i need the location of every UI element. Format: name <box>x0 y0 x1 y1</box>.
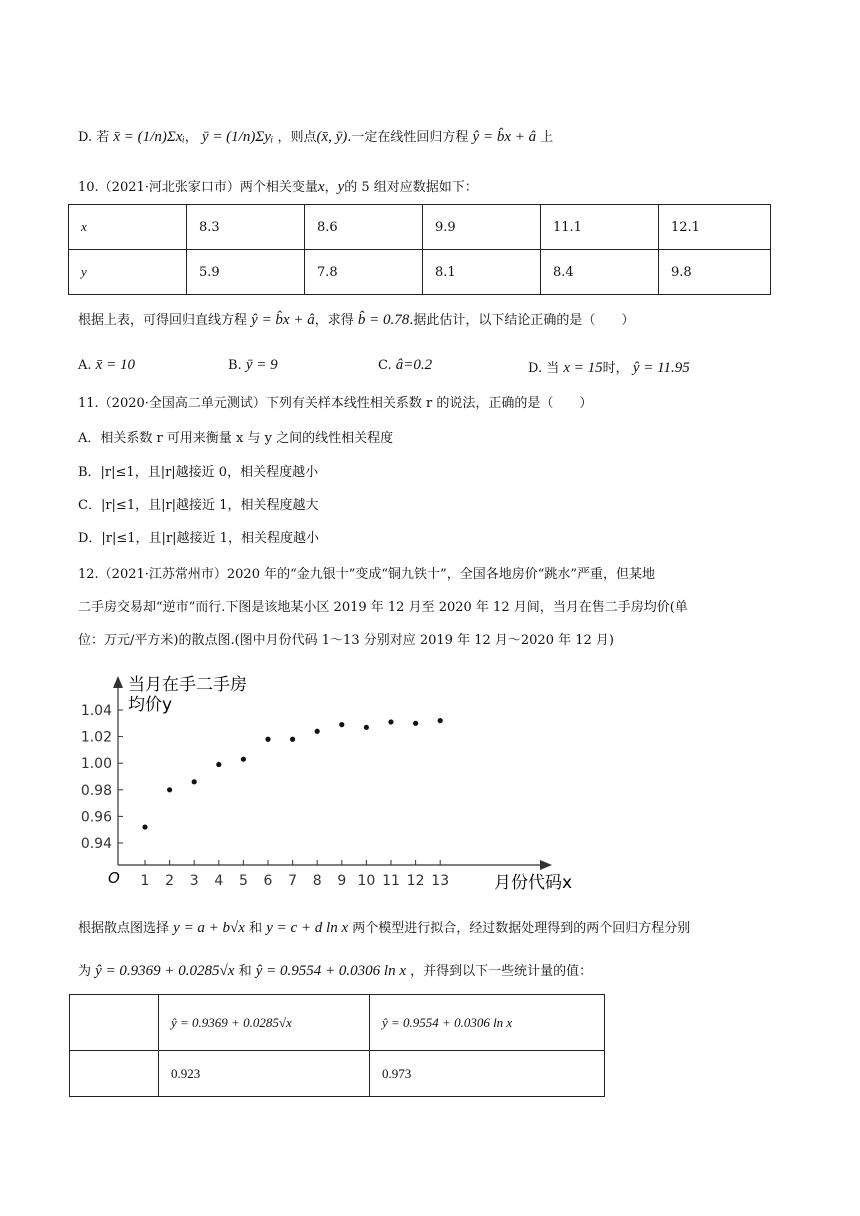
x-tick-label: 1 <box>140 873 150 889</box>
x-tick-label: 11 <box>382 873 400 889</box>
q9d-ybar-formula: ȳ = (1/n)Σyᵢ <box>201 129 274 145</box>
q12-after-c: 两个模型进行拟合，经过数据处理得到的两个回归方程分别 <box>352 921 691 936</box>
option-letter: B. <box>228 358 242 373</box>
table-cell: 0.923 <box>159 1051 370 1097</box>
x-tick-label: 7 <box>288 873 298 889</box>
y-axis-label-line1: 当月在手二手房 <box>128 675 247 695</box>
table-cell: 9.8 <box>659 250 771 295</box>
x-tick-label: 2 <box>165 873 175 889</box>
data-point <box>413 721 418 726</box>
data-point <box>364 725 369 730</box>
q10-option-b <box>228 357 278 374</box>
table-cell: 11.1 <box>541 205 659 250</box>
table-cell: 8.6 <box>305 205 423 250</box>
q12-models-line <box>78 919 690 938</box>
q12-after-b: 和 <box>249 921 263 936</box>
q10-option-d <box>528 357 690 377</box>
x-tick-label: 9 <box>337 873 347 889</box>
table-cell: ŷ = 0.9554 + 0.0306 ln x <box>370 995 605 1051</box>
table-row <box>69 205 771 250</box>
q10-tail: 的 5 组对应数据如下： <box>344 180 478 195</box>
option-x: x = 15 <box>563 360 603 376</box>
q9-option-d: D. 若 x̄ = (1/n)Σxᵢ， ȳ = (1/n)Σyᵢ ，则点(x̄, ȳ).一定在线性回归方程 ŷ = b̂x + â 上 <box>78 129 554 145</box>
option-value: ŷ = 11.95 <box>632 360 690 376</box>
q10-var-x: x <box>317 179 325 195</box>
option-letter: C. <box>378 358 392 373</box>
option-value: x̄ = 10 <box>95 357 135 373</box>
table-cell: 7.8 <box>305 250 423 295</box>
x-tick-label: 3 <box>189 873 199 889</box>
q9d-point: (x̄, ȳ) <box>316 129 348 145</box>
q9d-suffix: .一定在线性回归方程 <box>347 130 469 145</box>
q11-option-d: D．|r|≤1，且|r|越接近 1，相关程度越小 <box>78 531 319 546</box>
q12-line5-c: ，并得到以下一些统计量的值： <box>410 964 593 979</box>
table-row <box>70 995 605 1051</box>
option-letter: D. 当 <box>528 361 560 376</box>
data-point <box>216 762 221 767</box>
q10-stem <box>78 178 478 197</box>
origin-label: O <box>108 869 120 887</box>
q11-stem: 11.（2020·全国高二单元测试）下列有关样本线性相关系数 r 的说法，正确的是（ ） <box>78 396 593 411</box>
table-cell: ŷ = 0.9369 + 0.0285√x <box>159 995 370 1051</box>
q9d-end: 上 <box>540 130 554 145</box>
q12-after-a: 根据散点图选择 <box>78 921 170 936</box>
y-tick-label: 1.04 <box>80 703 112 719</box>
q12-equation-1: ŷ = 0.9369 + 0.0285√x <box>95 963 235 979</box>
data-point <box>339 722 344 727</box>
table-cell: y <box>69 250 187 295</box>
x-tick-label: 5 <box>238 873 248 889</box>
data-point <box>142 824 147 829</box>
y-tick-label: 1.00 <box>80 756 112 773</box>
q9d-equation: ŷ = b̂x + â <box>472 129 537 145</box>
data-point <box>192 779 197 784</box>
table-cell <box>70 1051 159 1097</box>
table-cell: 8.1 <box>423 250 541 295</box>
q10-b-value: b̂ = 0.78 <box>357 312 410 328</box>
x-tick-label: 10 <box>357 873 376 889</box>
option-value: â=0.2 <box>395 357 433 373</box>
table-cell: x <box>69 205 187 250</box>
scatter-chart <box>70 660 590 900</box>
x-axis-label: 月份代码x <box>494 873 573 893</box>
table-cell: 12.1 <box>659 205 771 250</box>
q10-var-y: y <box>337 179 345 195</box>
y-tick-label: 1.02 <box>80 729 112 746</box>
table-cell <box>70 995 159 1051</box>
q11-option-a: A．相关系数 r 可用来衡量 x 与 y 之间的线性相关程度 <box>78 431 394 446</box>
q11-option-b: B．|r|≤1，且|r|越接近 0，相关程度越小 <box>78 465 319 480</box>
q10-after-a: 根据上表，可得回归直线方程 <box>78 313 248 328</box>
q9d-prefix: D. 若 <box>78 130 110 145</box>
q12-equations-line <box>78 962 592 981</box>
data-point <box>167 787 172 792</box>
x-ticks <box>141 860 450 889</box>
q12-model-1: y = a + b√x <box>173 920 245 936</box>
table-row <box>69 250 771 295</box>
data-point <box>315 729 320 734</box>
q10-data-table <box>68 204 771 295</box>
q9d-xbar-formula: x̄ = (1/n)Σxᵢ <box>113 129 185 145</box>
data-point <box>265 737 270 742</box>
q12-line5-a: 为 <box>78 964 92 979</box>
q10-after-c: .据此估计，以下结论正确的是（ ） <box>409 313 635 328</box>
x-tick-label: 13 <box>431 873 450 889</box>
y-tick-label: 0.96 <box>80 809 112 826</box>
q12-line-3: 位：万元/平方米)的散点图.(图中月份代码 1～13 分别对应 2019 年 12 月～2020 年 12 月) <box>78 633 614 648</box>
q10-option-a <box>78 357 135 374</box>
x-tick-label: 8 <box>312 873 322 889</box>
table-cell: 0.973 <box>370 1051 605 1097</box>
data-point <box>241 757 246 762</box>
table-cell: 8.4 <box>541 250 659 295</box>
table-cell: 5.9 <box>187 250 305 295</box>
q10-head: 10.（2021·河北张家口市）两个相关变量 <box>78 180 318 195</box>
q12-model-2: y = c + d ln x <box>266 920 349 936</box>
data-point <box>438 718 443 723</box>
y-axis-label-line2: 均价y <box>128 695 173 715</box>
q10-sep: ， <box>324 180 338 195</box>
q12-stats-table <box>69 994 605 1097</box>
q10-after-b: ，求得 <box>314 313 354 328</box>
option-value: ȳ = 9 <box>245 357 278 373</box>
q10-after-table <box>78 311 634 330</box>
x-tick-label: 6 <box>263 873 273 889</box>
table-row <box>70 1051 605 1097</box>
q10-option-c <box>378 357 432 374</box>
q9d-mid: ，则点 <box>277 130 317 145</box>
q12-line5-b: 和 <box>238 964 252 979</box>
x-tick-label: 4 <box>214 873 224 889</box>
table-cell: 9.9 <box>423 205 541 250</box>
table-cell: 8.3 <box>187 205 305 250</box>
y-tick-label: 0.98 <box>80 782 112 799</box>
option-letter: A. <box>78 358 92 373</box>
y-axis-arrow <box>113 676 123 688</box>
data-point <box>290 737 295 742</box>
q12-equation-2: ŷ = 0.9554 + 0.0306 ln x <box>255 963 406 979</box>
chart-axes <box>113 676 552 870</box>
q11-option-c: C．|r|≤1，且|r|越接近 1，相关程度越大 <box>78 498 319 513</box>
q10-regression-eq: ŷ = b̂x + â <box>251 312 315 328</box>
q12-line-1: 12.（2021·江苏常州市）2020 年的“金九银十”变成“铜九铁十”，全国各地房价“跳水”严重，但某地 <box>78 567 655 582</box>
option-mid: 时， <box>602 361 629 376</box>
y-ticks <box>81 703 123 852</box>
data-points <box>142 718 442 830</box>
y-tick-label: 0.94 <box>80 836 112 852</box>
x-tick-label: 12 <box>406 873 425 889</box>
x-axis-arrow <box>540 860 552 870</box>
q12-line-2: 二手房交易却“逆市”而行.下图是该地某小区 2019 年 12 月至 2020 年 12 月间，当月在售二手房均价(单 <box>78 600 688 615</box>
data-point <box>388 719 393 724</box>
